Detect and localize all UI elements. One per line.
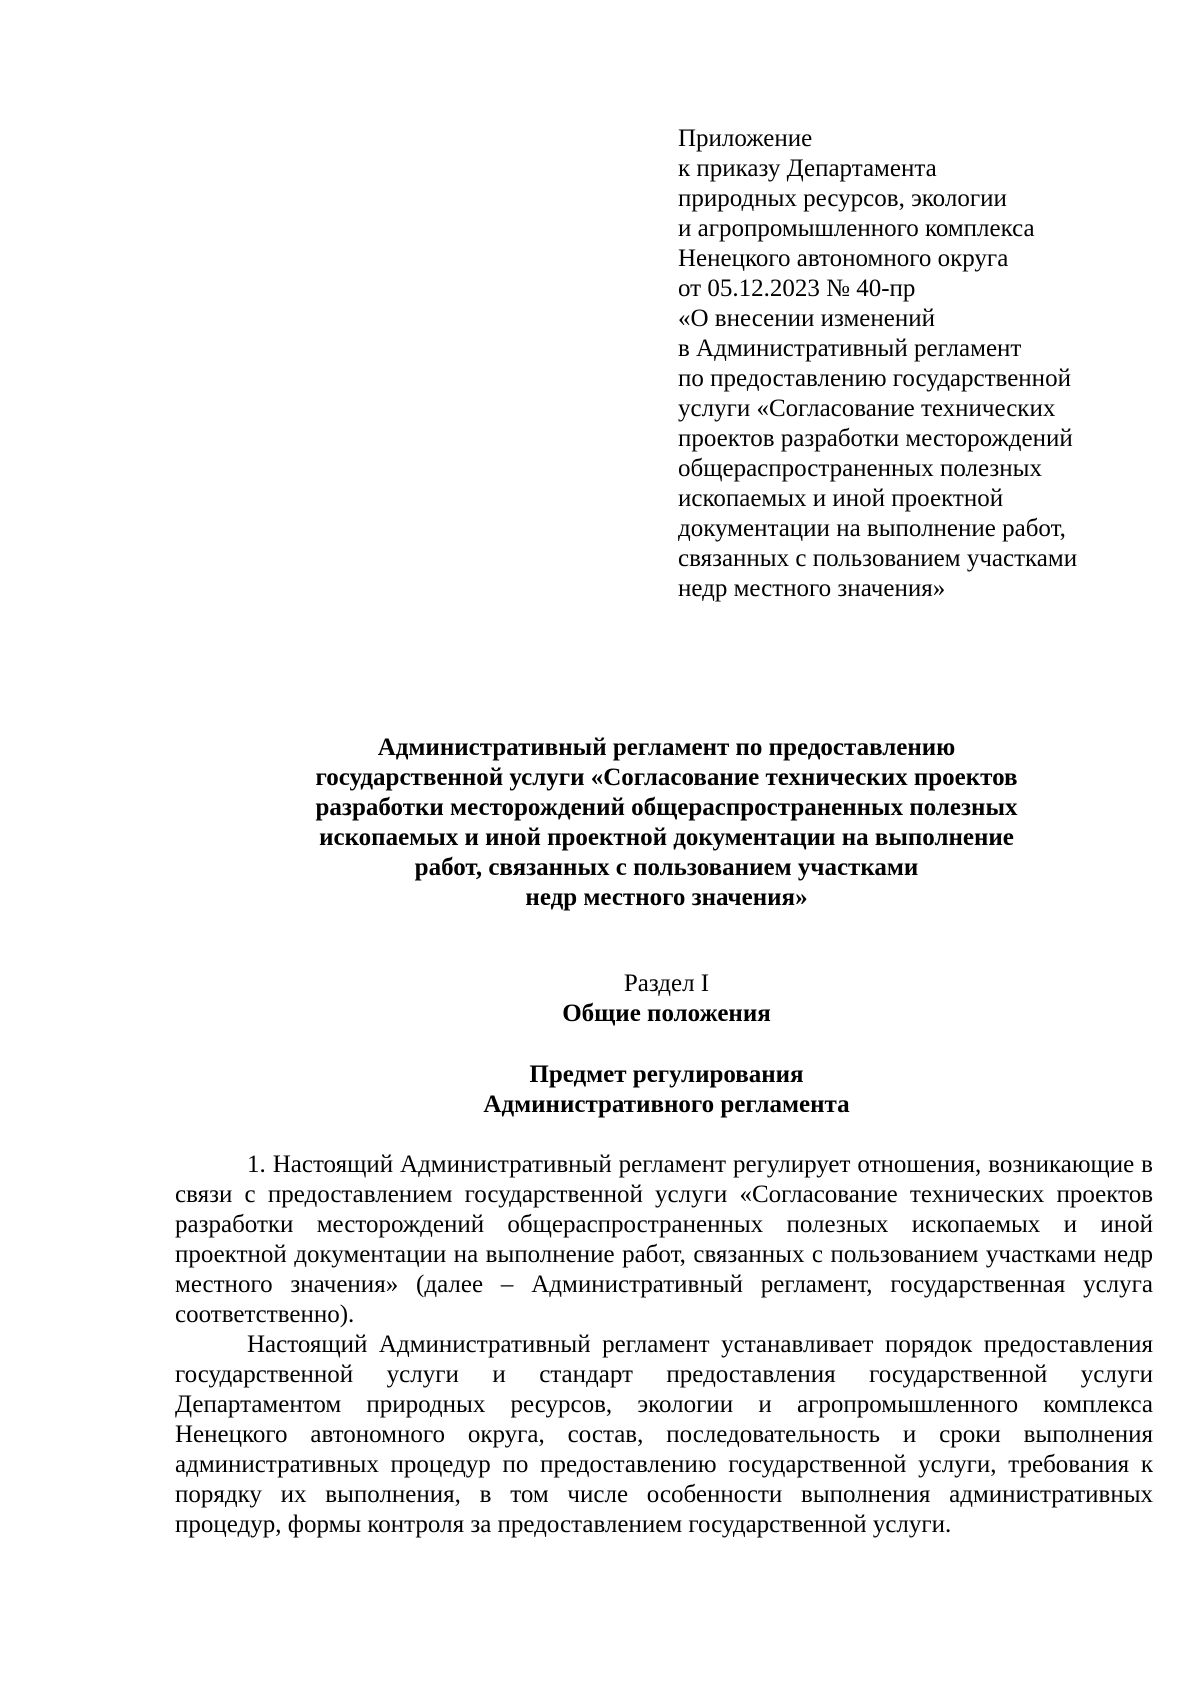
appendix-line: Приложение	[678, 125, 813, 152]
title-line: Административный регламент по предоставлению	[377, 734, 956, 761]
section-number: Раздел I	[623, 970, 710, 997]
paragraph: 1. Настоящий Административный регламент регулирует отношения, возникающие в связи с предоставлением государственной услуги «Согласование технических проектов разработки месторождений общераспространенных полезных ископаемых и иной проектной документации на выполнение работ, связанных с пользованием участками недр местного значения» (далее – Административный регламент, государственная услуга соответственно).	[175, 1151, 1153, 1328]
title-line: работ, связанных с пользованием участками	[414, 854, 919, 881]
appendix-header	[678, 124, 1158, 604]
appendix-line: ископаемых и иной проектной	[678, 485, 1004, 512]
appendix-line: недр местного значения»	[678, 575, 946, 602]
appendix-line: общераспространенных полезных	[678, 455, 1042, 482]
appendix-line: связанных с пользованием участками	[678, 545, 1078, 572]
body-text	[175, 1150, 1153, 1540]
section-name: Общие положения	[562, 1000, 771, 1027]
section-heading	[175, 969, 1158, 1029]
appendix-line: к приказу Департамента	[678, 155, 937, 182]
appendix-line: «О внесении изменений	[678, 305, 936, 332]
appendix-line: услуги «Согласование технических	[678, 395, 1056, 422]
title-line: недр местного значения»	[525, 884, 808, 911]
subsection-heading	[175, 1060, 1158, 1120]
title-line: разработки месторождений общераспространенных полезных	[315, 794, 1018, 821]
appendix-line: природных ресурсов, экологии	[678, 185, 1007, 212]
appendix-line: Ненецкого автономного округа	[678, 245, 1009, 272]
title-line: государственной услуги «Согласование технических проектов	[315, 764, 1018, 791]
subsection-line: Административного регламента	[483, 1091, 850, 1118]
appendix-line: документации на выполнение работ,	[678, 515, 1066, 542]
appendix-line: по предоставлению государственной	[678, 365, 1071, 392]
appendix-line: и агропромышленного комплекса	[678, 215, 1035, 242]
subsection-line: Предмет регулирования	[529, 1061, 804, 1088]
appendix-line: от 05.12.2023 № 40-пр	[678, 275, 916, 302]
paragraph: Настоящий Административный регламент устанавливает порядок предоставления государственной услуги и стандарт предоставления государственной услуги Департаментом природных ресурсов, экологии и агропромышленного комплекса Ненецкого автономного округа, состав, последовательность и сроки выполнения административных процедур по предоставлению государственной услуги, требования к порядку их выполнения, в том числе особенности выполнения административных процедур, формы контроля за предоставлением государственной услуги.	[175, 1331, 1153, 1538]
document-title	[175, 733, 1158, 913]
appendix-line: в Административный регламент	[678, 335, 1022, 362]
title-line: ископаемых и иной проектной документации на выполнение	[319, 824, 1014, 851]
appendix-line: проектов разработки месторождений	[678, 425, 1073, 452]
